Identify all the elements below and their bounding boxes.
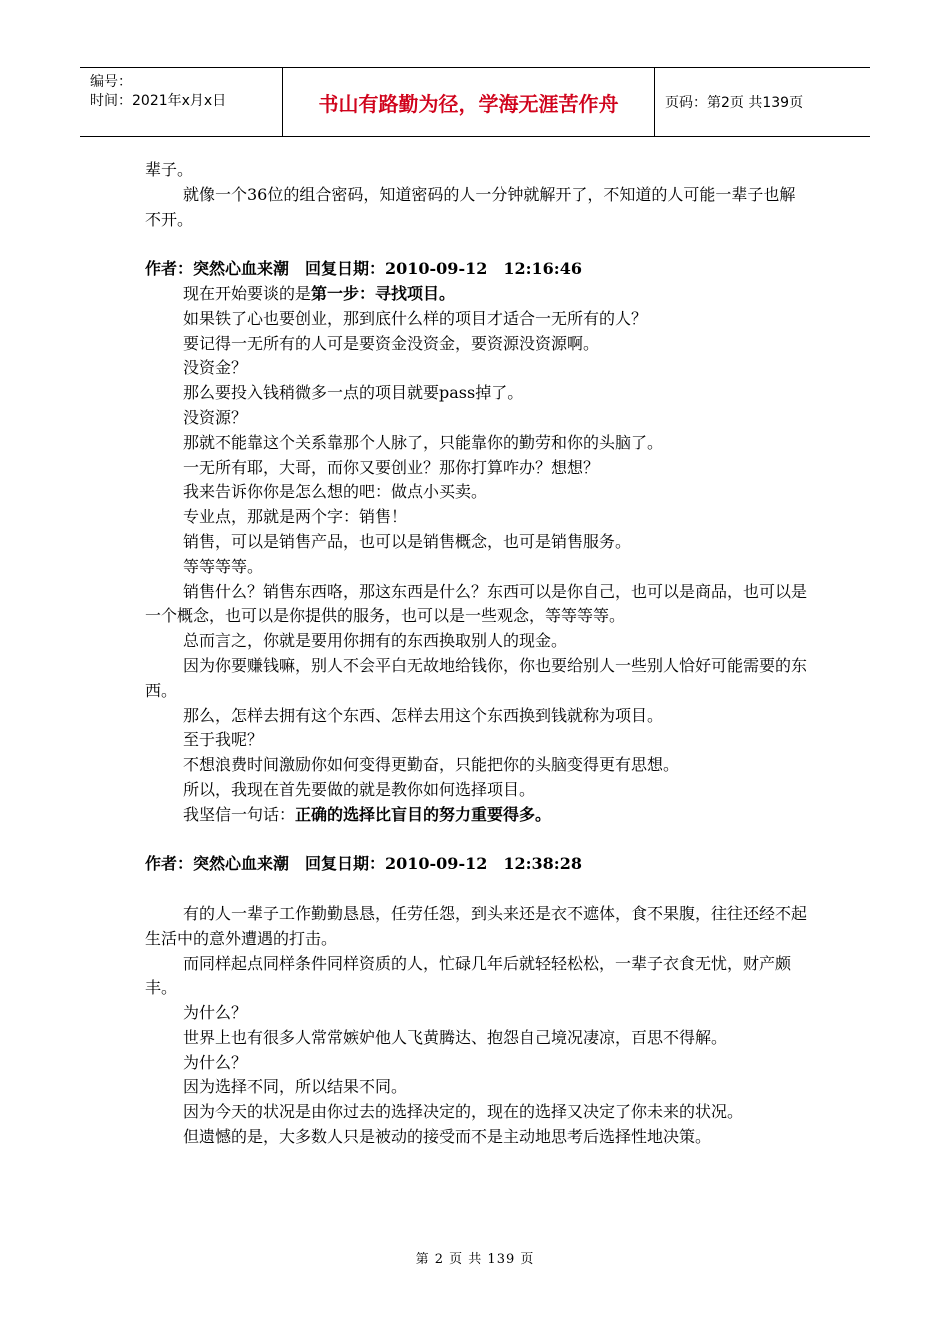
- paragraph: 销售，可以是销售产品，也可以是销售概念，也可是销售服务。: [183, 531, 632, 551]
- paragraph: 世界上也有很多人常常嫉妒他人飞黄腾达、抱怨自己境况凄凉，百思不得解。: [183, 1027, 728, 1047]
- paragraph: 有的人一辈子工作勤勤恳恳，任劳任怨，到头来还是衣不遮体，食不果腹，往往还经不起生活中的意外遭遇的打击。: [145, 903, 808, 948]
- paragraph: 而同样起点同样条件同样资质的人，忙碌几年后就轻轻松松，一辈子衣食无忧，财产颇丰。: [145, 953, 792, 998]
- paragraph: 不想浪费时间激励你如何变得更勤奋，只能把你的头脑变得更有思想。: [183, 755, 680, 775]
- paragraph: 一无所有耶，大哥，而你又要创业？那你打算咋办？想想？: [183, 457, 600, 477]
- paragraph: 等等等等。: [183, 556, 264, 576]
- paragraph: 所以，我现在首先要做的就是教你如何选择项目。: [183, 779, 536, 799]
- document-body: [145, 158, 810, 1150]
- paragraph: 就像一个36位的组合密码，知道密码的人一分钟就解开了，不知道的人可能一辈子也解不开。: [145, 184, 796, 229]
- paragraph: 因为你要赚钱嘛，别人不会平白无故地给钱你，你也要给别人一些别人恰好可能需要的东西。: [145, 655, 808, 700]
- reply-author-line: 作者：突然心血来潮 回复日期：2010-09-12 12:38:28: [145, 854, 582, 874]
- paragraph: 总而言之，你就是要用你拥有的东西换取别人的现金。: [183, 631, 568, 651]
- paragraph: 那么要投入钱稍微多一点的项目就要pass掉了。: [183, 383, 524, 403]
- header-page-info: 页码：第2页 共139页: [665, 95, 804, 111]
- paragraph: 要记得一无所有的人可是要资金没资金，要资源没资源啊。: [183, 333, 600, 353]
- paragraph: 我坚信一句话：正确的选择比盲目的努力重要得多。: [183, 804, 552, 824]
- page-footer: 第 2 页 共 139 页: [415, 1252, 535, 1267]
- paragraph: 如果铁了心也要创业，那到底什么样的项目才适合一无所有的人？: [183, 308, 648, 328]
- paragraph: 那么，怎样去拥有这个东西、怎样去用这个东西换到钱就称为项目。: [183, 705, 664, 725]
- paragraph: 专业点，那就是两个字：销售！: [183, 507, 408, 527]
- paragraph: 销售什么？销售东西咯，那这东西是什么？东西可以是你自己，也可以是商品，也可以是一个概念，也可以是你提供的服务，也可以是一些观念，等等等等。: [145, 581, 808, 626]
- paragraph: 因为选择不同，所以结果不同。: [183, 1077, 408, 1097]
- emphasis-text: 第一步：寻找项目。: [311, 283, 456, 303]
- reply-author-line: 作者：突然心血来潮 回复日期：2010-09-12 12:16:46: [145, 259, 582, 279]
- paragraph: 为什么？: [183, 1052, 248, 1072]
- paragraph: 至于我呢？: [183, 730, 264, 750]
- paragraph: 没资源？: [183, 407, 248, 427]
- paragraph: 我来告诉你你是怎么想的吧：做点小买卖。: [183, 482, 488, 502]
- paragraph: 因为今天的状况是由你过去的选择决定的，现在的选择又决定了你未来的状况。: [183, 1102, 744, 1122]
- paragraph: 为什么？: [183, 1003, 248, 1023]
- paragraph: 但遗憾的是，大多数人只是被动的接受而不是主动地思考后选择性地决策。: [183, 1127, 712, 1147]
- paragraph: 那就不能靠这个关系靠那个人脉了，只能靠你的勤劳和你的头脑了。: [183, 432, 664, 452]
- paragraph: 辈子。: [145, 160, 194, 179]
- emphasis-text: 正确的选择比盲目的努力重要得多。: [295, 804, 552, 824]
- document-date: 时间：2021年x月x日: [90, 93, 227, 109]
- header-motto: 书山有路勤为径，学海无涯苦作舟: [283, 68, 655, 136]
- paragraph: 现在开始要谈的是第一步：寻找项目。: [183, 283, 456, 303]
- header-meta: [80, 68, 283, 136]
- document-number-label: 编号：: [90, 74, 132, 90]
- page-header: [80, 67, 870, 137]
- paragraph: 没资金？: [183, 358, 248, 378]
